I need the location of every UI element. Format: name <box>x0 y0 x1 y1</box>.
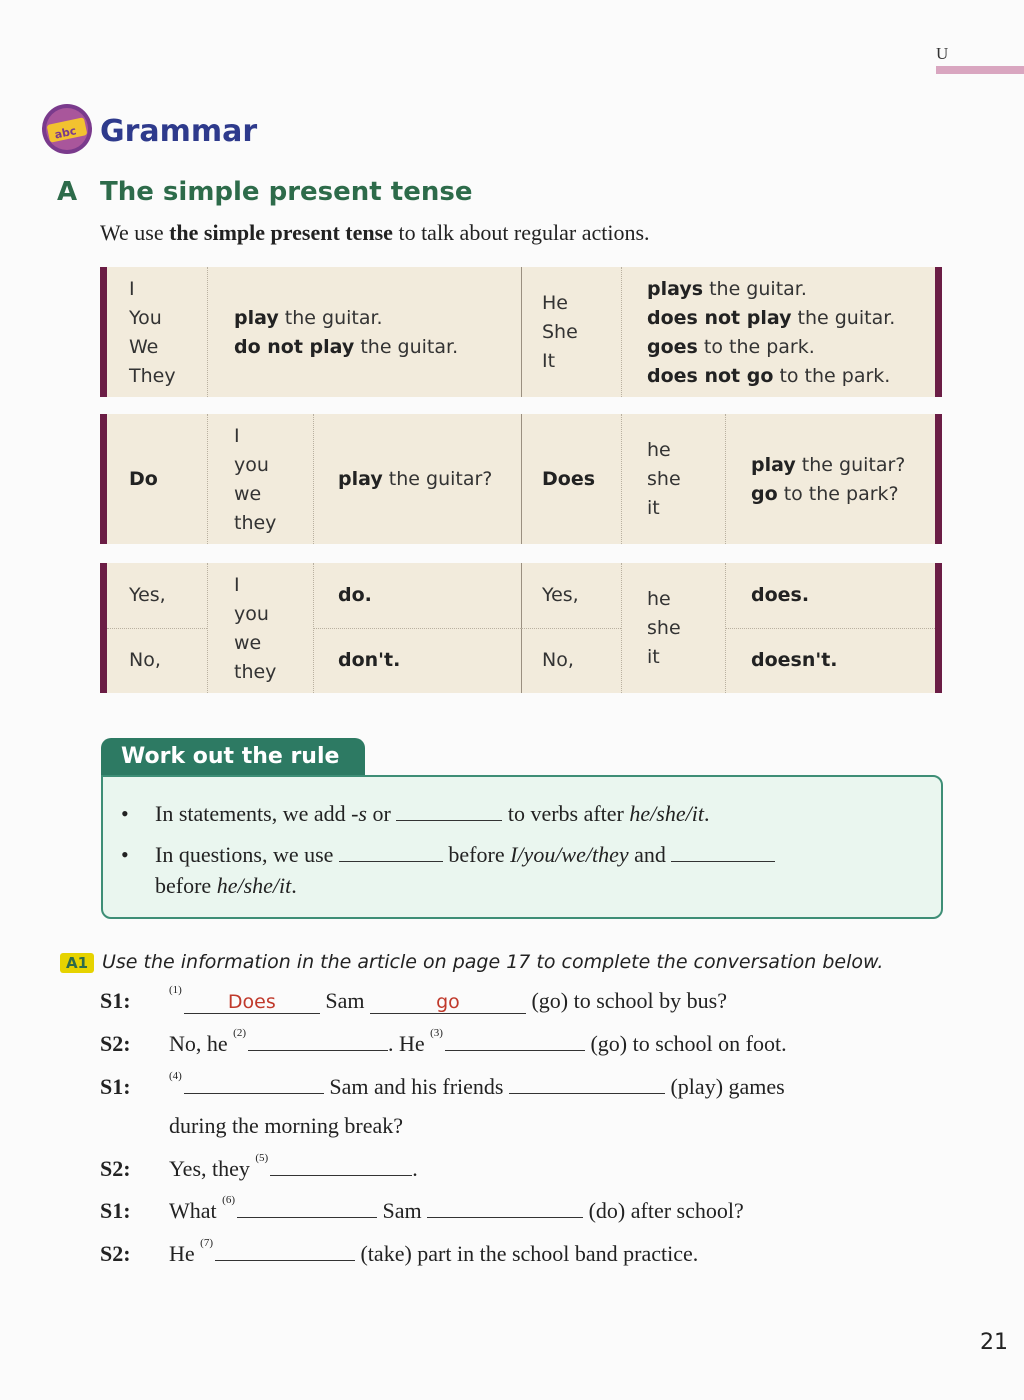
question-verb-left: play the guitar? <box>338 468 493 490</box>
short-yes-left: do. <box>338 584 372 606</box>
rule-line-1: In statements, we add -s or to verbs after he/she/it. <box>155 801 710 826</box>
answer-blank-5[interactable] <box>270 1157 412 1176</box>
yes-right: Yes, <box>542 584 579 606</box>
unit-strip <box>936 66 1024 74</box>
speaker-label: S1: <box>100 1074 131 1099</box>
yes-left: Yes, <box>129 584 166 606</box>
pronoun-list-left: I You We They <box>129 278 176 387</box>
bullet-icon: • <box>121 801 129 826</box>
speaker-label: S2: <box>100 1031 131 1056</box>
dialogue-line-3: $^{(4)}$ Sam and his friends (play) games <box>169 1070 785 1099</box>
answer-blank-7[interactable] <box>215 1242 355 1261</box>
rule-blank-3[interactable] <box>671 843 775 862</box>
short-answer-table <box>100 563 942 693</box>
rule-title: Work out the rule <box>121 744 340 769</box>
answer-blank-1[interactable]: Does <box>184 991 320 1014</box>
answer-blank-6b[interactable] <box>427 1199 583 1218</box>
aux-does: Does <box>542 468 596 490</box>
answer-blank-4b[interactable] <box>509 1075 665 1094</box>
grammar-title: Grammar <box>100 114 258 149</box>
answer-blank-4[interactable] <box>184 1075 324 1094</box>
answer-blank-2[interactable] <box>248 1032 388 1051</box>
aux-do: Do <box>129 468 158 490</box>
short-pronouns-right: he she it <box>647 588 681 668</box>
dialogue-line-3-cont: during the morning break? <box>169 1113 403 1138</box>
question-pronouns-left: I you we they <box>234 425 277 534</box>
answer-blank-1b[interactable]: go <box>370 991 526 1014</box>
rule-box <box>101 775 943 919</box>
rule-blank-2[interactable] <box>339 843 443 862</box>
section-title: The simple present tense <box>100 177 473 207</box>
rule-line-3: before he/she/it. <box>155 873 297 898</box>
intro-text: We use the simple present tense to talk about regular actions. <box>100 220 650 245</box>
short-no-right: doesn't. <box>751 649 838 671</box>
short-no-left: don't. <box>338 649 401 671</box>
no-left: No, <box>129 649 161 671</box>
speaker-label: S2: <box>100 1156 131 1181</box>
question-pronouns-right: he she it <box>647 439 681 519</box>
speaker-label: S2: <box>100 1241 131 1266</box>
dialogue-line-5: What $^{(6)}$ Sam (do) after school? <box>169 1194 744 1223</box>
speaker-label: S1: <box>100 1198 131 1223</box>
affirmative-negative-table <box>100 267 942 397</box>
answer-blank-6[interactable] <box>237 1199 377 1218</box>
dialogue-line-1: $^{(1)}$Does Sam go (go) to school by bus? <box>169 984 727 1013</box>
verb-forms-left: play the guitar. do not play the guitar. <box>234 307 459 358</box>
exercise-instruction: Use the information in the article on page 17 to complete the conversation below. <box>102 951 884 973</box>
short-pronouns-left: I you we they <box>234 574 277 683</box>
answer-blank-3[interactable] <box>445 1032 585 1051</box>
dialogue-line-6: He $^{(7)}$ (take) part in the school band practice. <box>169 1237 699 1266</box>
grammar-icon <box>40 103 94 155</box>
question-table <box>100 414 942 544</box>
verb-forms-right: plays the guitar. does not play the guitar. goes to the park. does not go to the park. <box>647 278 896 387</box>
speaker-label: S1: <box>100 988 131 1013</box>
question-verbs-right: play the guitar? go to the park? <box>751 454 906 505</box>
unit-tab: U <box>936 44 949 63</box>
dialogue-line-2: No, he $^{(2)}$ . He $^{(3)}$ (go) to school on foot. <box>169 1027 787 1056</box>
dialogue-line-4: Yes, they $^{(5)}$ . <box>169 1152 418 1181</box>
no-right: No, <box>542 649 574 671</box>
pronoun-list-right: He She It <box>542 292 578 372</box>
bullet-icon: • <box>121 842 129 867</box>
page-number: 21 <box>980 1330 1008 1355</box>
rule-line-2: In questions, we use before I/you/we/they and <box>155 842 775 868</box>
short-yes-right: does. <box>751 584 810 606</box>
rule-blank-1[interactable] <box>396 802 502 821</box>
svg-text:abc: abc <box>53 124 78 142</box>
exercise-badge: A1 <box>60 953 94 973</box>
section-letter: A <box>57 177 78 207</box>
